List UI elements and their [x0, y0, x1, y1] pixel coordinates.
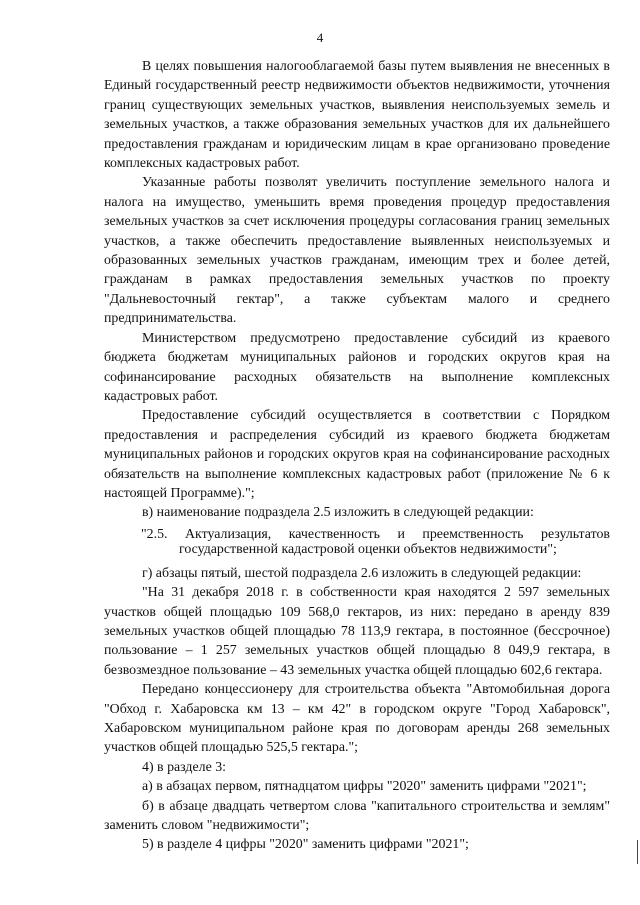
- paragraph-item-g: г) абзацы пятый, шестой подраздела 2.6 изложить в следующей редакции:: [142, 565, 582, 581]
- paragraph-cadastral-goals: В целях повышения налогооблагаемой базы путем выявления не внесенных в Единый государственный реестр недвижимости объектов недвижимости, уточнения границ существующих земельных участков, выявления неиспользуемых земель и земельных участков, а также образования земельных участков для их дальнейшего предоставления гражданам и юридическим лицам в крае организовано проведение комплексных кадастровых работ.: [104, 59, 610, 172]
- page-number: 4: [316, 30, 324, 45]
- paragraph-item-v: в) наименование подраздела 2.5 изложить в следующей редакции:: [142, 505, 534, 521]
- paragraph-item-4: 4) в разделе 3:: [142, 759, 227, 775]
- paragraph-concessionaire: Передано концессионеру для строительства объекта "Автомобильная дорога "Обход г. Хабаровска км 13 – км 42" в городском округе "Город Хабаровск", Хабаровском муниципальном районе края по договорам аренды 268 земельных участков общей площадью 525,5 гектара.";: [104, 682, 610, 756]
- paragraph-item-4a: а) в абзацах первом, пятнадцатом цифры "2020" заменить цифрами "2021";: [142, 779, 587, 795]
- subsection-2-5-title: "2.5. Актуализация, качественность и преемственность результатов государственной кадастровой оценки объектов недвижимости";: [141, 526, 610, 558]
- paragraph-work-benefits: Указанные работы позволят увеличить поступление земельного налога и налога на имущество, уменьшить время проведения процедур предоставления земельных участков за счет исключения процедуры согласования границ земельных участков, а также обеспечить предоставление выявленных неиспользуемых и образованных земельных участков гражданам, имеющим трех и более детей, гражданам в рамках предоставления земельных участков по проекту "Дальневосточный гектар", а также субъектам малого и среднего предпринимательства.: [104, 175, 610, 327]
- scan-edge-mark: [637, 840, 638, 864]
- document-body: [104, 57, 610, 855]
- paragraph-subsidies-provision: Министерством предусмотрено предоставление субсидий из краевого бюджета бюджетам муниципальных районов и городских округов края на софинансирование расходных обязательств на выполнение комплексных кадастровых работ.: [104, 330, 610, 404]
- paragraph-land-statistics: "На 31 декабря 2018 г. в собственности края находятся 2 597 земельных участков общей площадью 109 568,0 гектаров, из них: передано в аренду 839 земельных участков общей площадью 78 113,9 гектара, в постоянное (бессрочное) пользование – 1 257 земельных участков общей площадью 8 049,9 гектара, в безвозмездное пользование – 43 земельных участка общей площадью 602,6 гектара.: [104, 585, 610, 678]
- paragraph-subsidies-procedure: Предоставление субсидий осуществляется в соответствии с Порядком предоставления и распределения субсидий из краевого бюджета бюджетам муниципальных районов и городских округов края на софинансирование расходных обязательств на выполнение комплексных кадастровых работ (приложение № 6 к настоящей Программе).";: [104, 408, 610, 501]
- paragraph-item-4b: б) в абзаце двадцать четвертом слова "капитального строительства и землям" заменить словом "недвижимости";: [104, 798, 610, 834]
- paragraph-item-5: 5) в разделе 4 цифры "2020" заменить цифрами "2021";: [142, 837, 469, 853]
